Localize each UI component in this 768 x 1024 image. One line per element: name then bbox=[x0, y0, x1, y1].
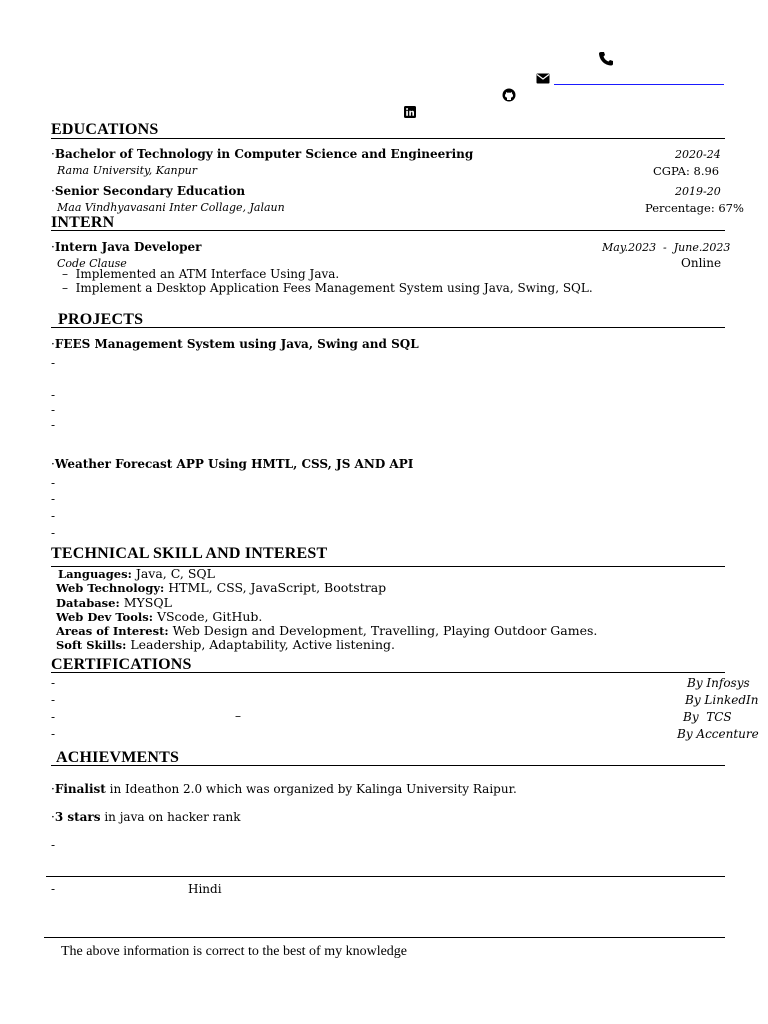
skill-key: Areas of Interest: bbox=[56, 624, 169, 638]
skill-key: Web Dev Tools: bbox=[56, 610, 153, 624]
declaration-text: The above information is correct to the best of my knowledge bbox=[61, 944, 408, 959]
skill-row bbox=[56, 609, 262, 624]
section-divider bbox=[51, 138, 725, 139]
education-item: ·Senior Secondary Education bbox=[51, 184, 246, 198]
declaration-divider bbox=[44, 937, 725, 938]
project-title: FEES Management System using Java, Swing and SQL bbox=[54, 337, 419, 351]
skill-row bbox=[56, 623, 597, 638]
project-bullet: - bbox=[51, 492, 56, 506]
achievement-text: in java on hacker rank bbox=[100, 810, 241, 824]
achievement-bullet: - bbox=[51, 838, 56, 852]
intern-bullet-text: Implement a Desktop Application Fees Management System using Java, Swing, SQL. bbox=[75, 281, 593, 295]
section-divider bbox=[51, 230, 725, 231]
education-score: CGPA: 8.96 bbox=[653, 164, 720, 178]
intern-item: ·Intern Java Developer bbox=[51, 240, 202, 254]
education-score: Percentage: 67% bbox=[645, 201, 744, 215]
achievement-item: ·3 stars in java on hacker rank bbox=[51, 810, 241, 824]
section-certifications-heading: CERTIFICATIONS bbox=[51, 656, 192, 673]
certification-issuer: By TCS bbox=[683, 710, 732, 724]
skill-key: Languages: bbox=[58, 567, 132, 581]
email-link[interactable] bbox=[554, 84, 724, 85]
intern-bullet: – Implement a Desktop Application Fees Management System using Java, Swing, SQL. bbox=[62, 281, 593, 295]
skill-value: MYSQL bbox=[123, 595, 172, 610]
certification-bullet: - bbox=[51, 693, 56, 707]
intern-mode: Online bbox=[681, 256, 722, 270]
phone-icon[interactable] bbox=[598, 51, 614, 70]
intern-bullet-text: Implemented an ATM Interface Using Java. bbox=[75, 267, 340, 281]
certification-bullet: - bbox=[51, 727, 56, 741]
skill-row bbox=[56, 595, 172, 610]
skill-row bbox=[56, 580, 386, 595]
section-divider bbox=[51, 765, 725, 766]
section-educations-heading: EDUCATIONS bbox=[51, 121, 159, 138]
education-item: ·Bachelor of Technology in Computer Science and Engineering bbox=[51, 147, 474, 161]
intern-dates: May.2023 - June.2023 bbox=[602, 241, 731, 254]
achievement-item: ·Finalist in Ideathon 2.0 which was organized by Kalinga University Raipur. bbox=[51, 782, 517, 796]
section-divider bbox=[51, 327, 725, 328]
language-hindi: Hindi bbox=[188, 882, 222, 896]
section-skills-heading: TECHNICAL SKILL AND INTEREST bbox=[51, 545, 328, 562]
certification-issuer: By Accenture bbox=[677, 727, 759, 741]
project-title: Weather Forecast APP Using HMTL, CSS, JS AND API bbox=[54, 457, 414, 471]
envelope-icon bbox=[536, 73, 550, 88]
project-bullet: - bbox=[51, 356, 56, 370]
education-years: 2019-20 bbox=[675, 185, 721, 198]
skill-key: Database: bbox=[56, 596, 120, 610]
intern-role: Intern Java Developer bbox=[54, 240, 202, 254]
education-institute: Rama University, Kanpur bbox=[57, 164, 198, 177]
project-bullet: - bbox=[51, 403, 56, 417]
achievement-bold: Finalist bbox=[54, 782, 106, 796]
language-bullet: - bbox=[51, 882, 56, 896]
intern-bullet: – Implemented an ATM Interface Using Java. bbox=[62, 267, 340, 281]
skill-value: Leadership, Adaptability, Active listening. bbox=[130, 637, 395, 652]
section-intern-heading: INTERN bbox=[51, 214, 115, 231]
project-bullet: - bbox=[51, 476, 56, 490]
linkedin-icon[interactable] bbox=[404, 106, 416, 122]
education-institute: Maa Vindhyavasani Inter Collage, Jalaun bbox=[57, 201, 285, 214]
skill-row bbox=[56, 637, 395, 652]
skill-value: Java, C, SQL bbox=[135, 566, 215, 581]
intern-company: Code Clause bbox=[57, 257, 127, 270]
project-bullet: - bbox=[51, 526, 56, 540]
certification-issuer: By Infosys bbox=[687, 676, 750, 690]
certification-bullet: - bbox=[51, 676, 56, 690]
achievement-text: in Ideathon 2.0 which was organized by Kalinga University Raipur. bbox=[105, 782, 517, 796]
section-achievements-heading: ACHIEVMENTS bbox=[56, 749, 180, 766]
section-divider bbox=[51, 672, 725, 673]
skill-row bbox=[58, 566, 215, 581]
section-projects-heading: PROJECTS bbox=[58, 311, 144, 328]
skill-value: VScode, GitHub. bbox=[156, 609, 263, 624]
education-degree: Bachelor of Technology in Computer Science and Engineering bbox=[54, 147, 474, 161]
education-years: 2020-24 bbox=[675, 148, 721, 161]
section-divider bbox=[46, 876, 725, 877]
project-item: ·Weather Forecast APP Using HMTL, CSS, JS AND API bbox=[51, 457, 414, 471]
achievement-bold: 3 stars bbox=[54, 810, 101, 824]
project-bullet: - bbox=[51, 418, 56, 432]
project-bullet: - bbox=[51, 509, 56, 523]
project-item: ·FEES Management System using Java, Swing and SQL bbox=[51, 337, 419, 351]
education-degree: Senior Secondary Education bbox=[54, 184, 246, 198]
certification-issuer: By LinkedIn bbox=[685, 693, 759, 707]
project-bullet: - bbox=[51, 388, 56, 402]
skill-key: Soft Skills: bbox=[56, 638, 127, 652]
skill-key: Web Technology: bbox=[56, 581, 165, 595]
skill-value: HTML, CSS, JavaScript, Bootstrap bbox=[168, 580, 387, 595]
certification-bullet: - bbox=[51, 710, 56, 724]
certification-dash: – bbox=[235, 709, 241, 723]
skill-value: Web Design and Development, Travelling, Playing Outdoor Games. bbox=[172, 623, 598, 638]
github-icon[interactable] bbox=[502, 88, 516, 106]
